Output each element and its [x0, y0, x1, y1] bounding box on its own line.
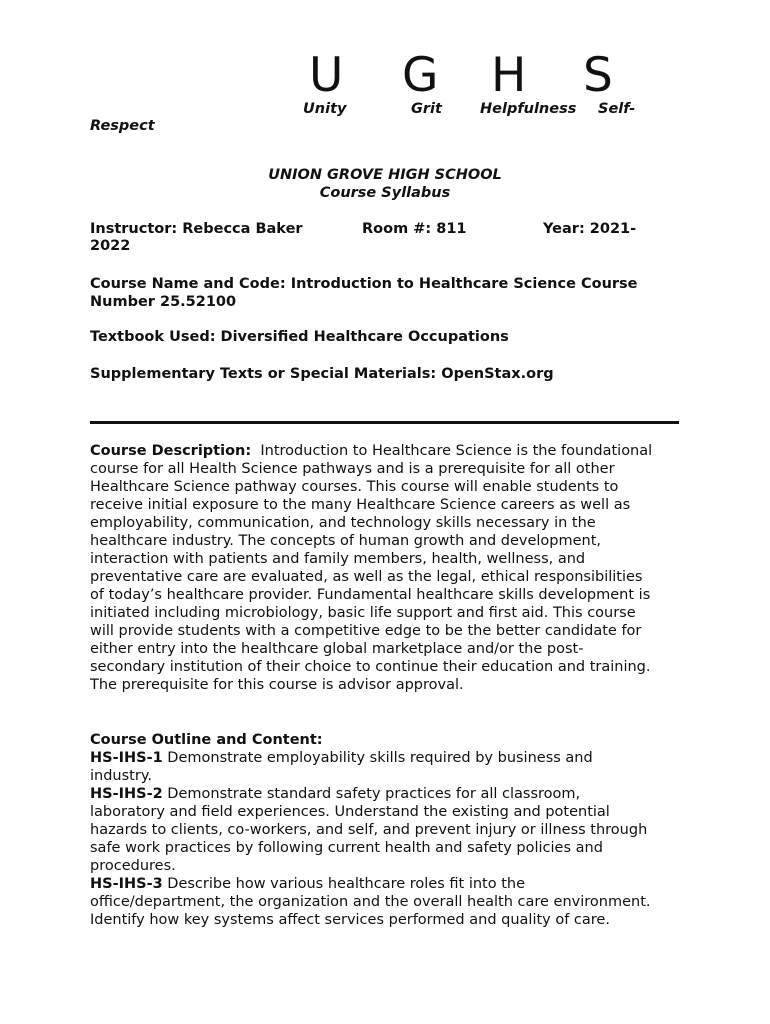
outline-line: procedures. [90, 858, 176, 874]
description-line: preventative care are evaluated, as well as the legal, ethical responsibilities [90, 569, 643, 585]
divider [90, 421, 679, 424]
standard-code: HS-IHS-3 [90, 876, 163, 892]
course-outline [90, 731, 651, 929]
standard-code: HS-IHS-1 [90, 750, 163, 766]
school-year-wrap: 2022 [90, 238, 131, 254]
description-line: will provide students with a competitive edge to be the better candidate for [90, 623, 642, 639]
outline-line: Describe how various healthcare roles fit into the [162, 876, 526, 892]
instructor: Instructor: Rebecca Baker [90, 221, 303, 237]
value-self: Self- [598, 101, 636, 117]
value-helpfulness: Helpfulness [480, 101, 577, 117]
course-name-line: Number 25.52100 [90, 294, 237, 310]
letter-s: S [583, 48, 613, 103]
letter-h: H [491, 48, 527, 103]
description-line: course for all Health Science pathways and is a prerequisite for all other [90, 461, 615, 477]
outline-line: office/department, the organization and the overall health care environment. [90, 894, 651, 910]
description-line: Healthcare Science pathway courses. This course will enable students to [90, 479, 619, 495]
letter-u: U [309, 48, 344, 103]
course-description [90, 442, 652, 694]
outline-item [90, 785, 651, 803]
school-year: Year: 2021- [543, 221, 637, 237]
outline-item [90, 749, 651, 767]
textbook: Textbook Used: Diversified Healthcare Occupations [90, 329, 509, 345]
course-name-line: Course Name and Code: Introduction to Healthcare Science Course [90, 276, 638, 292]
description-line: secondary institution of their choice to continue their education and training. [90, 659, 651, 675]
description-line: initiated including microbiology, basic life support and first aid. This course [90, 605, 636, 621]
letter-g: G [402, 48, 439, 103]
outline-heading: Course Outline and Content: [90, 732, 323, 748]
outline-line: industry. [90, 768, 152, 784]
supplementary-materials: Supplementary Texts or Special Materials: OpenStax.org [90, 366, 554, 382]
outline-line: Demonstrate employability skills required by business and [162, 750, 593, 766]
description-line: receive initial exposure to the many Healthcare Science careers as well as [90, 497, 631, 513]
value-respect: Respect [90, 118, 155, 134]
value-grit: Grit [411, 101, 442, 117]
outline-line: Demonstrate standard safety practices for all classroom, [162, 786, 581, 802]
outline-line: hazards to clients, co-workers, and self, and prevent injury or illness through [90, 822, 648, 838]
outline-line: Identify how key systems affect services performed and quality of care. [90, 912, 610, 928]
description-line: of today’s healthcare provider. Fundamental healthcare skills development is [90, 587, 651, 603]
outline-line: laboratory and field experiences. Understand the existing and potential [90, 804, 610, 820]
course-name [90, 275, 638, 311]
outline-line: safe work practices by following current health and safety policies and [90, 840, 603, 856]
description-line: healthcare industry. The concepts of human growth and development, [90, 533, 602, 549]
document-title: Course Syllabus [319, 185, 451, 201]
outline-item [90, 875, 651, 893]
description-line: The prerequisite for this course is advisor approval. [90, 677, 464, 693]
room-number: Room #: 811 [362, 221, 467, 237]
standard-code: HS-IHS-2 [90, 786, 163, 802]
description-label: Course Description: [90, 443, 252, 459]
description-line: Introduction to Healthcare Science is the foundational [251, 443, 653, 459]
description-line: interaction with patients and family members, health, wellness, and [90, 551, 586, 567]
description-line: either entry into the healthcare global marketplace and/or the post- [90, 641, 584, 657]
school-name: UNION GROVE HIGH SCHOOL [268, 167, 502, 183]
description-line: employability, communication, and technology skills necessary in the [90, 515, 596, 531]
value-unity: Unity [303, 101, 347, 117]
